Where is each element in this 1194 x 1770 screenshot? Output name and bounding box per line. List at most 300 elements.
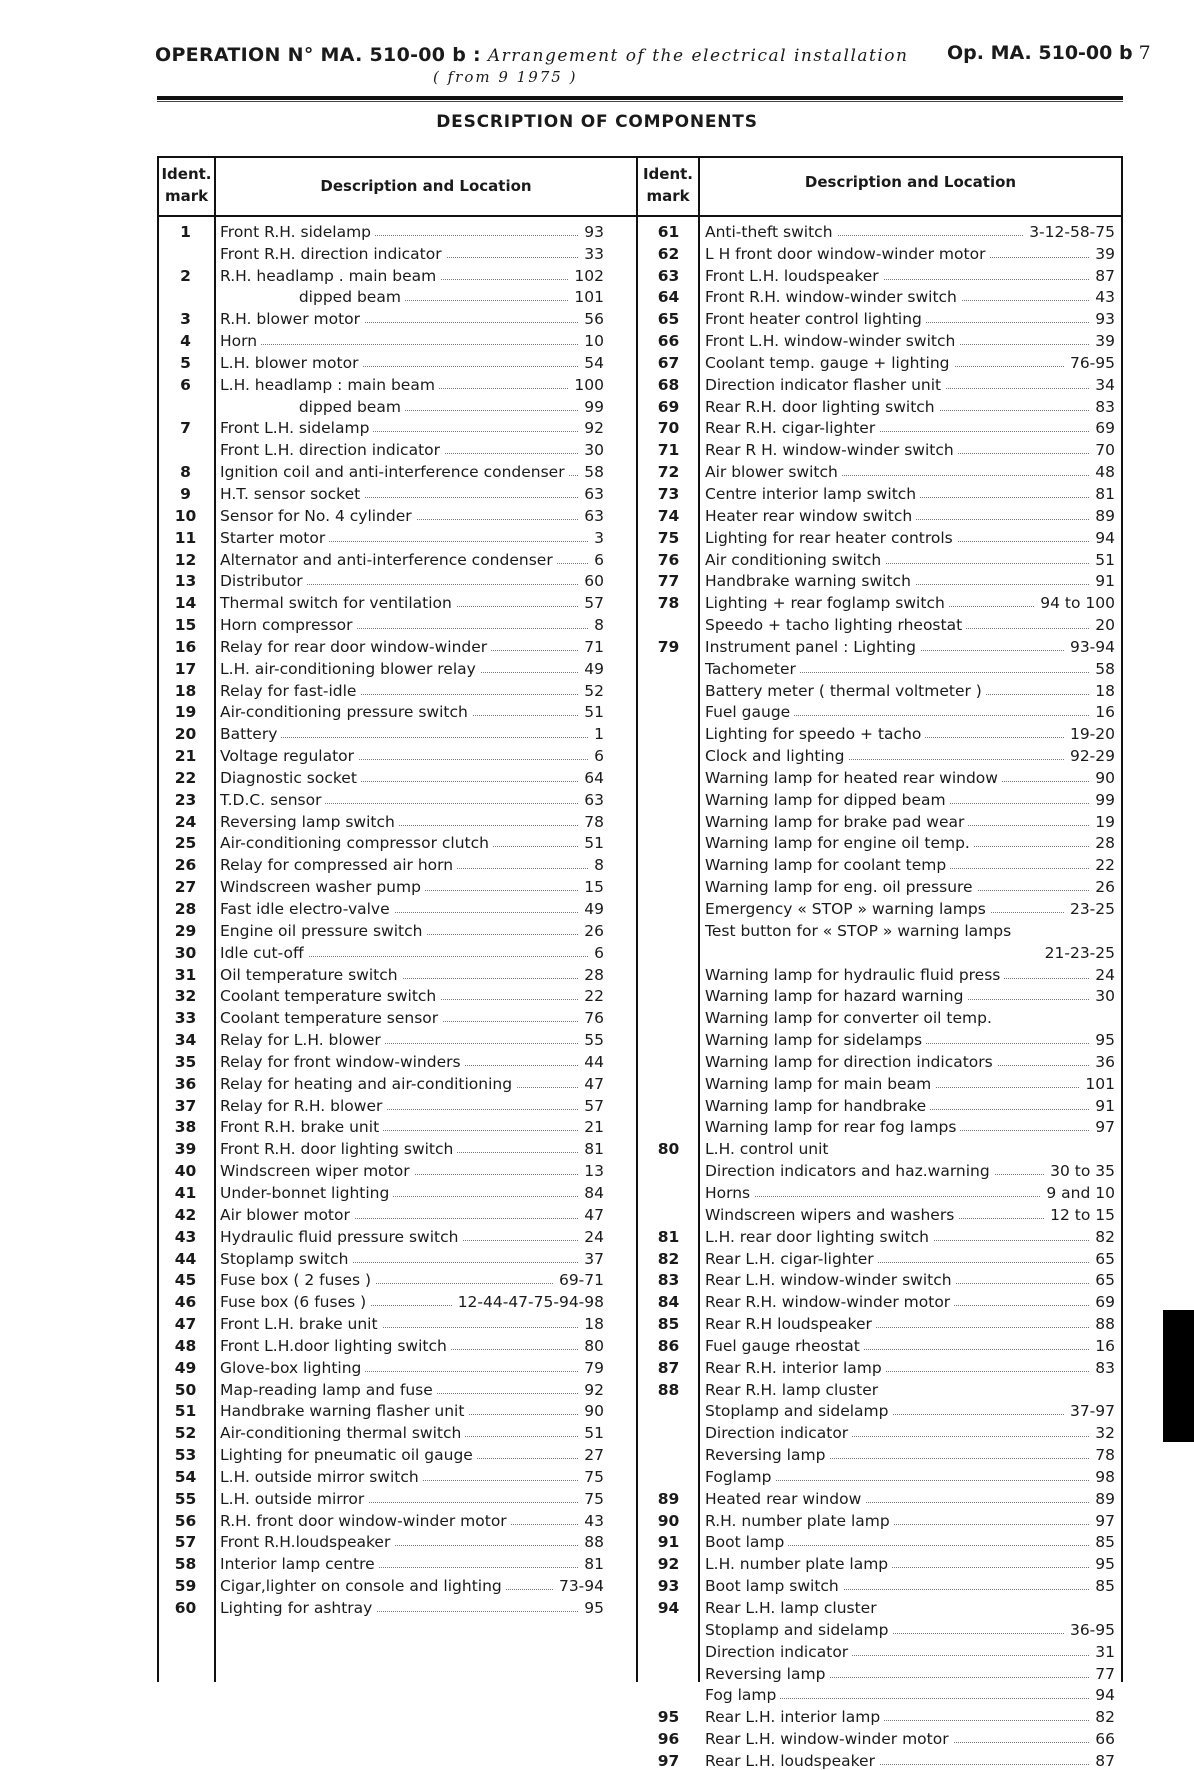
description-text: Warning lamp for engine oil temp. [705,834,974,852]
component-description [697,1512,1089,1530]
component-description [697,419,1089,437]
page-number: 7 [1138,42,1151,64]
location-reference: 22 [578,987,604,1005]
component-description [212,354,578,372]
table-row [159,372,604,394]
component-description [697,332,1089,350]
table-row [159,1377,604,1399]
location-reference: 49 [578,660,604,678]
description-text: L.H. rear door lighting switch [705,1228,933,1246]
component-description [212,616,588,634]
table-row [640,350,1115,372]
ident-mark: 86 [657,1336,680,1355]
table-row [640,1311,1115,1333]
description-text: Air blower motor [220,1206,354,1224]
header-rule [157,96,1123,100]
column-header-ident-right [638,163,698,207]
description-text: L.H. air-conditioning blower relay [220,660,480,678]
ident-mark: 58 [174,1555,197,1574]
component-description [212,725,588,743]
location-reference: 28 [1089,834,1115,852]
component-description [212,223,578,241]
table-row [159,1551,604,1573]
component-description [697,1053,1089,1071]
description-text: Idle cut-off [220,944,308,962]
table-row [640,1639,1115,1661]
ident-mark: 80 [657,1140,680,1159]
description-text: L.H. headlamp : main beam [220,376,439,394]
ident-mark: 92 [657,1555,680,1574]
location-reference: 76 [578,1009,604,1027]
description-text: Rear L.H. window-winder motor [705,1730,953,1748]
component-description [212,1293,452,1311]
component-description [212,1468,578,1486]
component-description [212,1533,578,1551]
location-reference: 87 [1089,1752,1115,1770]
description-text: Relay for compressed air horn [220,856,457,874]
component-description [212,288,568,306]
table-row [640,1268,1115,1290]
description-text: Front R.H. direction indicator [220,245,446,263]
description-text: Fast idle electro-valve [220,900,394,918]
description-text: Front L.H. loudspeaker [705,267,883,285]
component-description [212,900,578,918]
table-row [159,1508,604,1530]
table-row [159,700,604,722]
table-row [640,1202,1115,1224]
component-description [697,660,1089,678]
table-row [640,547,1115,569]
description-text: Relay for front window-winders [220,1053,465,1071]
table-row [159,918,604,940]
ident-mark: 19 [174,703,197,722]
table-row [640,1355,1115,1377]
ident-mark: 48 [174,1336,197,1355]
component-description [697,1599,1109,1617]
component-description [212,1118,578,1136]
table-row [640,1748,1115,1770]
ident-label: Ident. [642,165,694,183]
operation-number: OPERATION N° MA. 510-00 b : [155,44,481,66]
location-reference: 73-94 [553,1577,604,1595]
table-row [640,1224,1115,1246]
table-row [159,809,604,831]
ident-mark: 78 [657,594,680,613]
table-row [159,962,604,984]
description-text: Warning lamp for direction indicators [705,1053,997,1071]
description-text: Air blower switch [705,463,842,481]
table-row [640,1442,1115,1464]
component-description [697,551,1089,569]
table-row [640,1595,1115,1617]
ident-mark: 46 [174,1293,197,1312]
table-row [640,1289,1115,1311]
table-row [640,721,1115,743]
table-row [159,394,604,416]
ident-mark: 28 [174,900,197,918]
table-row [159,678,604,700]
table-row [159,721,604,743]
description-text: Rear R.H. interior lamp [705,1359,886,1377]
location-reference: 94 [1089,529,1115,547]
table-row [159,1311,604,1333]
location-reference: 78 [1089,1446,1115,1464]
section-title: DESCRIPTION OF COMPONENTS [436,112,758,132]
table-row [159,787,604,809]
description-text: Speedo + tacho lighting rheostat [705,616,966,634]
component-description [697,529,1089,547]
location-reference: 83 [1089,398,1115,416]
location-reference: 54 [578,354,604,372]
location-reference: 93-94 [1064,638,1115,656]
table-row [159,743,604,765]
table-row [159,1355,604,1377]
location-reference: 39 [1089,332,1115,350]
ident-mark: 37 [174,1096,197,1115]
table-row [640,1617,1115,1639]
component-description [212,1446,578,1464]
ident-mark: 56 [174,1511,197,1530]
description-text: Direction indicator [705,1643,852,1661]
description-text: Warning lamp for dipped beam [705,791,950,809]
location-reference: 70 [1089,441,1115,459]
ident-mark: 14 [174,594,197,613]
ident-mark: 34 [174,1031,197,1050]
component-description [697,1097,1089,1115]
component-description [697,1206,1044,1224]
ident-mark: 33 [174,1009,197,1028]
ident-mark: 7 [180,419,191,438]
table-row [640,416,1115,438]
location-reference: 26 [1089,878,1115,896]
ident-mark: 6 [180,375,191,394]
location-reference: 95 [1089,1031,1115,1049]
description-text: Warning lamp for sidelamps [705,1031,926,1049]
ident-mark: 42 [174,1205,197,1224]
ident-mark: 20 [174,725,197,744]
description-text: Alternator and anti-interference condenser [220,551,557,569]
location-reference: 55 [578,1031,604,1049]
table-row [159,350,604,372]
description-text: dipped beam [220,288,405,306]
component-description [697,1577,1089,1595]
location-reference: 90 [1089,769,1115,787]
location-reference: 32 [1089,1424,1115,1442]
ident-mark: 96 [657,1730,680,1749]
component-description [697,725,1064,743]
ident-mark: 44 [174,1249,197,1268]
description-text: Warning lamp for heated rear window [705,769,1002,787]
location-reference: 94 [1089,1686,1115,1704]
table-row [640,1573,1115,1595]
ident-mark: 31 [174,965,197,984]
description-text: Front L.H.door lighting switch [220,1337,451,1355]
location-reference: 97 [1089,1118,1115,1136]
location-reference: 57 [578,1097,604,1115]
location-reference: 77 [1089,1665,1115,1683]
ident-mark: 72 [657,463,680,482]
location-reference: 56 [578,310,604,328]
table-row [159,328,604,350]
description-text: Windscreen wipers and washers [705,1206,958,1224]
location-reference: 63 [578,485,604,503]
description-text: Emergency « STOP » warning lamps [705,900,990,918]
location-reference: 16 [1089,1337,1115,1355]
table-row [159,634,604,656]
ident-mark: 66 [657,332,680,351]
table-right-border [1121,156,1123,1682]
right-column [640,219,1115,1770]
location-reference: 21-23-25 [1039,944,1115,962]
table-row [640,962,1115,984]
component-description [212,1053,578,1071]
component-description [697,1402,1064,1420]
component-description [697,376,1089,394]
component-description [697,1686,1089,1704]
location-reference: 92 [578,1381,604,1399]
ident-mark: 43 [174,1227,197,1246]
location-reference: 51 [578,703,604,721]
table-row [640,1027,1115,1049]
component-description [212,1402,578,1420]
description-text: Front R.H.loudspeaker [220,1533,394,1551]
ident-mark: 41 [174,1183,197,1202]
table-row [640,896,1115,918]
table-row [640,1093,1115,1115]
table-row [640,372,1115,394]
location-reference: 51 [578,834,604,852]
table-row [640,612,1115,634]
location-reference: 100 [568,376,604,394]
table-row [640,1464,1115,1486]
component-description [697,223,1023,241]
description-text: Battery meter ( thermal voltmeter ) [705,682,986,700]
table-row [640,481,1115,503]
location-reference: 102 [568,267,604,285]
mark-label: mark [646,187,690,205]
location-reference: 44 [578,1053,604,1071]
ident-mark: 23 [174,790,197,809]
component-description [212,1009,578,1027]
description-text: Warning lamp for converter oil temp. [705,1009,996,1027]
description-text: Air conditioning switch [705,551,885,569]
description-text: Stoplamp and sidelamp [705,1402,893,1420]
table-header-border [157,215,1123,217]
operation-subtitle: Arrangement of the electrical installation [487,46,909,66]
description-text: Warning lamp for hazard warning [705,987,967,1005]
operation-ref: Op. MA. 510-00 b [947,42,1133,64]
ident-mark: 12 [174,550,197,569]
component-description [697,1250,1089,1268]
component-description [697,572,1089,590]
location-reference: 99 [578,398,604,416]
page-reference [947,42,1151,64]
table-row [640,809,1115,831]
location-reference: 90 [578,1402,604,1420]
description-text: Lighting for speedo + tacho [705,725,925,743]
description-text: Heated rear window [705,1490,865,1508]
description-text: Rear R.H. window-winder motor [705,1293,954,1311]
description-text: Foglamp [705,1468,775,1486]
component-description [697,1533,1089,1551]
location-reference: 101 [1079,1075,1115,1093]
table-row [159,1115,604,1137]
description-text: Hydraulic fluid pressure switch [220,1228,462,1246]
ident-mark: 53 [174,1446,197,1465]
description-text: Rear R.H loudspeaker [705,1315,876,1333]
column-header-desc-left: Description and Location [320,177,532,195]
component-description [697,900,1064,918]
description-text: H.T. sensor socket [220,485,364,503]
table-row [640,437,1115,459]
component-description [212,1031,578,1049]
location-reference: 18 [578,1315,604,1333]
component-description [212,966,578,984]
description-text: Warning lamp for rear fog lamps [705,1118,960,1136]
operation-date: ( from 9 1975 ) [433,68,578,86]
description-text: Front L.H. brake unit [220,1315,382,1333]
table-row [640,263,1115,285]
location-reference: 95 [1089,1555,1115,1573]
location-reference: 82 [1089,1228,1115,1246]
component-description [212,507,578,525]
ident-mark: 29 [174,921,197,940]
table-row [159,896,604,918]
table-row [159,1573,604,1595]
table-row [159,285,604,307]
description-text: Warning lamp for handbrake [705,1097,930,1115]
component-description [697,1730,1089,1748]
ident-mark: 13 [174,572,197,591]
table-row [159,416,604,438]
table-row [640,241,1115,263]
ident-mark: 75 [657,528,680,547]
description-text: Front R.H. window-winder switch [705,288,961,306]
table-row [640,590,1115,612]
table-row [159,984,604,1006]
description-text: Horn [220,332,261,350]
ident-mark: 1 [180,222,191,241]
ident-mark: 49 [174,1358,197,1377]
description-text: Lighting + rear foglamp switch [705,594,949,612]
description-text: Warning lamp for brake pad wear [705,813,968,831]
ident-mark: 55 [174,1489,197,1508]
location-reference: 92-29 [1064,747,1115,765]
table-row [159,1224,604,1246]
component-description [697,1118,1089,1136]
table-row [640,525,1115,547]
location-reference: 30 [1089,987,1115,1005]
location-reference: 58 [578,463,604,481]
table-row [159,481,604,503]
table-row [159,1071,604,1093]
description-text: Warning lamp for main beam [705,1075,935,1093]
description-text: Warning lamp for eng. oil pressure [705,878,977,896]
component-description [697,1643,1089,1661]
description-text: Fuel gauge rheostat [705,1337,864,1355]
description-text: Rear R.H. lamp cluster [705,1381,882,1399]
component-description [697,1708,1089,1726]
table-row [640,285,1115,307]
table-row [640,1551,1115,1573]
ident-mark: 87 [657,1358,680,1377]
table-row [640,1683,1115,1705]
table-row [640,765,1115,787]
location-reference: 80 [578,1337,604,1355]
table-divider-middle [636,156,638,1682]
description-text: Rear L.H. interior lamp [705,1708,884,1726]
location-reference: 47 [578,1075,604,1093]
table-row [640,306,1115,328]
description-text: Diagnostic socket [220,769,361,787]
component-description [697,1162,1044,1180]
location-reference: 98 [1089,1468,1115,1486]
location-reference: 64 [578,769,604,787]
ident-mark: 65 [657,310,680,329]
location-reference: 39 [1089,245,1115,263]
table-row [640,678,1115,700]
table-row [640,1049,1115,1071]
component-description [697,1468,1089,1486]
component-description [212,1555,578,1573]
location-reference: 97 [1089,1512,1115,1530]
description-text: L.H. blower motor [220,354,362,372]
component-description [212,1490,578,1508]
ident-mark: 10 [174,506,197,525]
location-reference: 23-25 [1064,900,1115,918]
component-description [697,1665,1089,1683]
location-reference: 91 [1089,572,1115,590]
table-row [159,1464,604,1486]
component-description [697,1752,1089,1770]
ident-mark: 17 [174,659,197,678]
component-description [212,419,578,437]
ident-mark: 73 [657,484,680,503]
component-description [697,1621,1064,1639]
table-top-border [157,156,1123,158]
table-row [640,1508,1115,1530]
description-text: Lighting for ashtray [220,1599,376,1617]
ident-mark: 71 [657,441,680,460]
ident-mark: 38 [174,1118,197,1137]
component-description [212,834,578,852]
component-description [212,1184,578,1202]
table-row [159,612,604,634]
component-description [697,441,1089,459]
table-row [159,831,604,853]
component-description [697,638,1064,656]
location-reference: 58 [1089,660,1115,678]
ident-mark: 90 [657,1511,680,1530]
table-row [640,634,1115,656]
table-row [640,656,1115,678]
component-description [697,747,1064,765]
description-text: Fog lamp [705,1686,780,1704]
table-row [640,743,1115,765]
description-text: R.H. number plate lamp [705,1512,894,1530]
component-description [697,398,1089,416]
description-text: Voltage regulator [220,747,358,765]
table-row [159,306,604,328]
description-text: Rear L.H. lamp cluster [705,1599,881,1617]
ident-mark: 45 [174,1271,197,1290]
component-description [697,485,1089,503]
component-description [212,267,568,285]
description-text: Boot lamp [705,1533,788,1551]
location-reference: 16 [1089,703,1115,721]
left-column [159,219,604,1617]
description-text: Stoplamp and sidelamp [705,1621,893,1639]
